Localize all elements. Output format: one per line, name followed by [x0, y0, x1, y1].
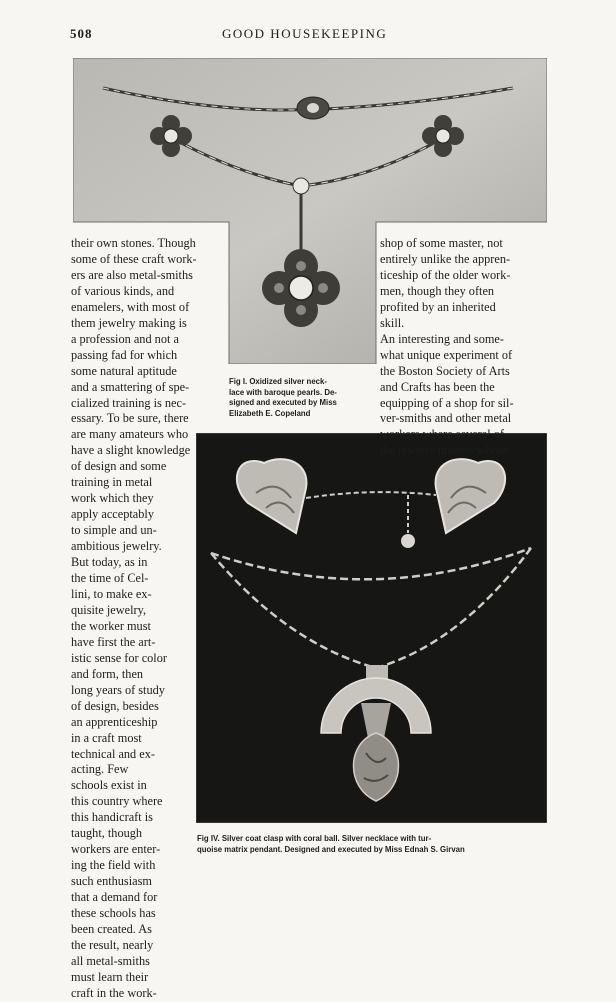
- text-line: been created. As: [71, 921, 152, 936]
- text-line: workers where several of: [380, 427, 504, 442]
- text-line: equipping of a shop for sil-: [380, 395, 514, 410]
- page-number: 508: [70, 26, 93, 41]
- text-line: the jewelry makers whose: [380, 443, 509, 458]
- text-line: schools exist in: [71, 778, 147, 793]
- text-line: cialized training is nec-: [71, 395, 187, 410]
- caption-line: Elizabeth E. Copeland: [229, 408, 311, 418]
- text-line: lini, to make ex-: [71, 586, 152, 601]
- figure-1-caption: [229, 377, 379, 419]
- text-line: istic sense for color: [71, 650, 167, 665]
- text-line: of various kinds, and: [71, 283, 175, 298]
- text-line: skill.: [380, 315, 405, 330]
- text-line: this country where: [71, 794, 163, 809]
- text-line: entirely unlike the appren-: [380, 251, 511, 266]
- text-line: such enthusiasm: [71, 874, 152, 889]
- figure-4-caption: [197, 834, 557, 855]
- text-line: their own stones. Though: [71, 236, 196, 250]
- text-line: the time of Cel-: [71, 571, 149, 586]
- text-line: of design and some: [71, 459, 167, 474]
- text-line: work which they: [71, 491, 154, 506]
- text-line: training in metal: [71, 475, 153, 490]
- text-line: these schools has: [71, 906, 156, 921]
- text-line: the Boston Society of Arts: [380, 363, 510, 378]
- text-line: of design, besides: [71, 698, 159, 713]
- text-line: An interesting and some-: [380, 331, 504, 346]
- text-line: them jewelry making is: [71, 315, 187, 330]
- text-line: all metal-smiths: [71, 953, 150, 968]
- text-line: ing the field with: [71, 858, 156, 873]
- text-line: some natural aptitude: [71, 363, 177, 378]
- body-text-left-column: [71, 236, 231, 1002]
- text-line: apply acceptably: [71, 507, 154, 522]
- text-line: ers are also metal-smiths: [71, 267, 193, 282]
- caption-line: quoise matrix pendant. Designed and executed by Miss Ednah S. Girvan: [197, 844, 465, 854]
- text-line: acting. Few: [71, 762, 129, 777]
- text-line: must learn their: [71, 969, 149, 984]
- caption-line: Fig I. Oxidized silver neck-: [229, 377, 327, 386]
- text-line: have a slight knowledge: [71, 443, 191, 458]
- running-title: GOOD HOUSEKEEPING: [222, 26, 388, 41]
- text-line: ticeship of the older work-: [380, 267, 511, 282]
- text-line: passing fad for which: [71, 347, 178, 362]
- caption-line: signed and executed by Miss: [229, 398, 337, 408]
- text-line: a profession and not a: [71, 331, 179, 346]
- text-line: technical and ex-: [71, 746, 155, 761]
- text-line: craft in the work-: [71, 985, 157, 1000]
- text-line: and a smattering of spe-: [71, 379, 190, 394]
- running-header: [70, 26, 550, 48]
- caption-line: lace with baroque pearls. De-: [229, 387, 337, 397]
- figure-4-clasp-necklace-photo: [196, 433, 547, 823]
- caption-line: Fig IV. Silver coat clasp with coral ball. Silver necklace with tur-: [197, 834, 432, 843]
- text-line: profited by an inherited: [380, 299, 496, 314]
- text-line: the worker must: [71, 618, 151, 633]
- text-line: workers are enter-: [71, 842, 161, 857]
- text-line: enamelers, with most of: [71, 299, 190, 314]
- text-line: in a craft most: [71, 730, 142, 745]
- text-line: have first the art-: [71, 634, 156, 649]
- text-line: an apprenticeship: [71, 714, 158, 729]
- text-line: ambitious jewelry.: [71, 539, 162, 554]
- text-line: the result, nearly: [71, 937, 154, 952]
- text-line: long years of study: [71, 682, 165, 697]
- text-line: taught, though: [71, 826, 143, 841]
- text-line: But today, as in: [71, 555, 148, 570]
- text-line: men, though they often: [380, 283, 495, 298]
- text-line: ver-smiths and other metal: [380, 411, 512, 426]
- body-text-right-column: [380, 236, 551, 459]
- text-line: are many amateurs who: [71, 427, 189, 442]
- text-line: quisite jewelry,: [71, 602, 147, 617]
- text-line: and Crafts has been the: [380, 379, 495, 394]
- text-line: to simple and un-: [71, 523, 157, 538]
- text-line: this handicraft is: [71, 810, 153, 825]
- text-line: shop of some master, not: [380, 236, 503, 250]
- text-line: and form, then: [71, 666, 144, 681]
- text-line: some of these craft work-: [71, 251, 197, 266]
- text-line: that a demand for: [71, 890, 158, 905]
- text-line: essary. To be sure, there: [71, 411, 189, 426]
- text-line: what unique experiment of: [380, 347, 513, 362]
